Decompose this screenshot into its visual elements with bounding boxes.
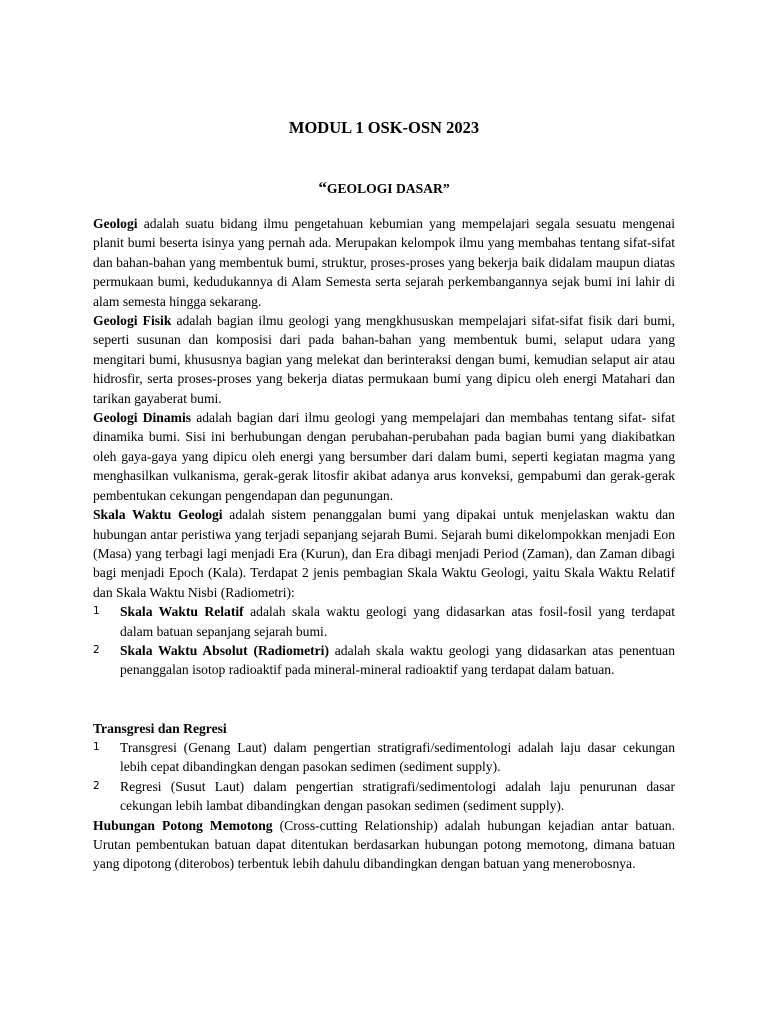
- section-spacer: [93, 680, 675, 719]
- term-geologi-dinamis: Geologi Dinamis: [93, 410, 192, 426]
- list-number: 2: [93, 643, 100, 656]
- term-geologi: Geologi: [93, 216, 138, 231]
- paragraph-hubungan-potong-memotong: [93, 816, 675, 874]
- skala-waktu-list: [93, 602, 675, 680]
- term-geologi-fisik: Geologi Fisik: [93, 313, 172, 329]
- list-number: 1: [93, 605, 100, 618]
- text-skala-waktu: adalah sistem penanggalan bumi yang dipakai untuk menjelaskan waktu dan hubungan antar peristiwa yang terjadi sepanjang sejarah Bumi. Sejarah bumi dikelompokkan menjadi Eon (Masa) yang terbagi lagi menjadi Era (Kurun), dan Era dibagi menjadi Period (Zaman), dan Zaman dibagi bagi menjadi Epoch (Kala). Terdapat 2 jenis pembagian Skala Waktu Geologi, yaitu Skala Waktu Relatif dan Skala Waktu Nisbi (Radiometri):: [93, 507, 675, 600]
- term-hubungan-potong-memotong: Hubungan Potong Memotong: [93, 817, 273, 833]
- term-skala-waktu: Skala Waktu Geologi: [93, 507, 223, 523]
- section-heading-transgresi: Transgresi dan Regresi: [93, 720, 227, 736]
- text-geologi-dinamis: adalah bagian dari ilmu geologi yang mempelajari dan membahas tentang sifat- sifat dinamika bumi. Sisi ini berhubungan dengan perubahan-perubahan pada bagian bumi yang diakibatkan oleh gaya-gaya yang dipicu oleh energi yang bersumber dari dalam bumi, seperti kegiatan magma yang menghasilkan vulkanisma, gerak-gerak litosfir akibat adanya arus konveksi, gempabumi dan gerak-gerak pembentukan cekungan pengendapan dan pegunungan.: [93, 410, 675, 503]
- text-hubungan-potong-memotong: (Cross-cutting Relationship) adalah hubungan kejadian antar batuan. Urutan pembentukan batuan dapat ditentukan berdasarkan hubungan potong memotong, dimana batuan yang dipotong (diterobos) terbentuk lebih dahulu dibandingkan dengan batuan yang menerobosnya.: [93, 817, 675, 872]
- list-item: [93, 738, 675, 777]
- paragraph-skala-waktu: [93, 505, 675, 602]
- list-item: [93, 777, 675, 816]
- list-item-text: adalah skala waktu geologi yang didasarkan atas fosil-fosil yang terdapat dalam batuan sepanjang sejarah bumi.: [120, 604, 675, 639]
- list-item-text: Regresi (Susut Laut) dalam pengertian stratigrafi/sedimentologi adalah laju penurunan dasar cekungan lebih lambat dibandingkan dengan pasokan sedimen (sediment supply).: [120, 778, 675, 814]
- text-geologi: adalah suatu bidang ilmu pengetahuan kebumian yang mempelajari segala sesuatu mengenai planit bumi beserta isinya yang pernah ada. Merupakan kelompok ilmu yang membahas tentang sifat-sifat dan bahan-bahan yang membentuk bumi, struktur, proses-proses yang bekerja baik didalam maupun diatas permukaan bumi, kedudukannya di Alam Semesta serta sejarah perkembangannya sejak bumi ini lahir di alam semesta hingga sekarang.: [93, 216, 675, 309]
- list-item: [93, 602, 675, 641]
- list-item-text: Transgresi (Genang Laut) dalam pengertian stratigrafi/sedimentologi adalah laju dasar cekungan lebih cepat dibandingkan dengan pasokan sedimen (sediment supply).: [120, 739, 675, 775]
- page-title: MODUL 1 OSK-OSN 2023: [288, 118, 480, 137]
- subtitle-open-quote: “: [318, 178, 327, 197]
- list-item-term: Skala Waktu Relatif: [120, 604, 244, 620]
- list-number: 1: [93, 740, 100, 753]
- list-item-text: adalah skala waktu geologi yang didasarkan atas penentuan penanggalan isotop radioaktif pada mineral-mineral radioaktif yang terdapat dalam batuan.: [120, 642, 675, 678]
- list-item-term: Skala Waktu Absolut (Radiometri): [120, 642, 329, 658]
- document-subtitle: [93, 178, 675, 199]
- subtitle-text: GEOLOGI DASAR”: [326, 181, 450, 196]
- paragraph-geologi: [93, 214, 675, 311]
- paragraph-geologi-dinamis: [93, 408, 675, 505]
- text-geologi-fisik: adalah bagian ilmu geologi yang mengkhususkan mempelajari sifat-sifat fisik dari bumi, seperti susunan dan komposisi dari pada bahan-bahan yang membentuk bumi, selaput udara yang mengitari bumi, khususnya bagian yang melekat dan berinteraksi dengan bumi, kemudian selaput air atau hidrosfir, serta proses-proses yang bekerja diatas permukaan bumi yang dipicu oleh energi Matahari dan tarikan gayaberat bumi.: [93, 313, 675, 406]
- document-body: [93, 214, 675, 874]
- paragraph-geologi-fisik: [93, 311, 675, 408]
- list-number: 2: [93, 779, 100, 792]
- transgresi-list: [93, 738, 675, 816]
- list-item: [93, 641, 675, 680]
